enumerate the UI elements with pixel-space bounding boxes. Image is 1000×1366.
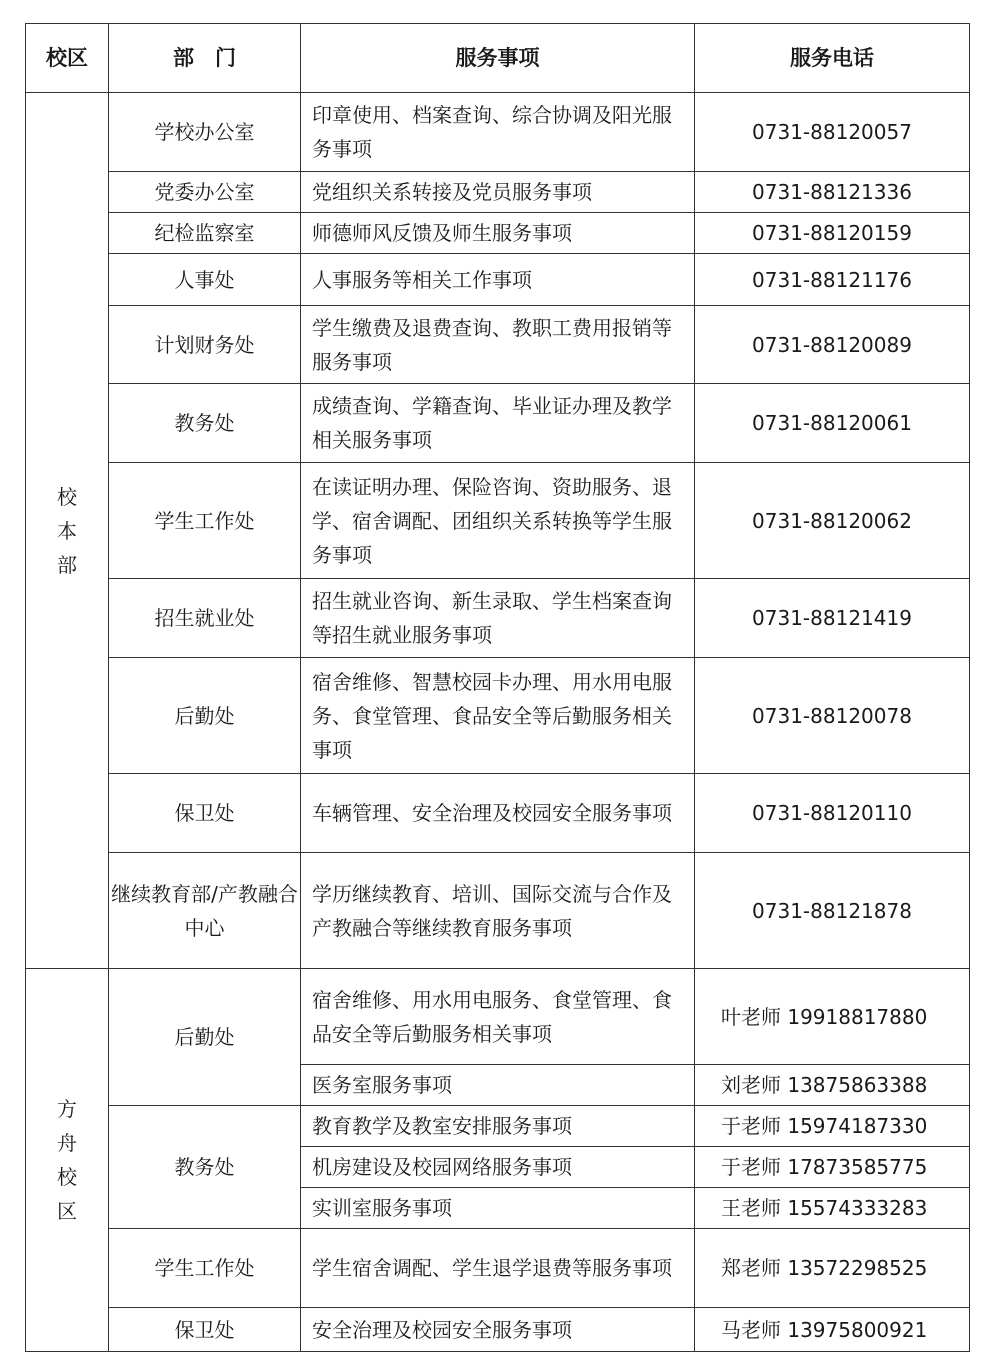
phone-cell: 0731-88120057 xyxy=(695,93,970,172)
department-cell: 人事处 xyxy=(109,254,301,306)
service-cell: 印章使用、档案查询、综合协调及阳光服务事项 xyxy=(301,93,695,172)
phone-cell: 刘老师 13875863388 xyxy=(695,1065,970,1106)
phone-cell: 郑老师 13572298525 xyxy=(695,1229,970,1308)
header-phone: 服务电话 xyxy=(695,24,970,93)
table-row xyxy=(26,463,970,579)
department-cell: 后勤处 xyxy=(109,969,301,1106)
campus-main-label: 校本部 xyxy=(57,484,77,577)
department-cell: 计划财务处 xyxy=(109,306,301,384)
phone-cell: 叶老师 19918817880 xyxy=(695,969,970,1065)
department-cell: 纪检监察室 xyxy=(109,213,301,254)
phone-cell: 于老师 15974187330 xyxy=(695,1106,970,1147)
department-cell: 后勤处 xyxy=(109,658,301,774)
department-cell: 招生就业处 xyxy=(109,579,301,658)
table-row xyxy=(26,306,970,384)
service-cell: 医务室服务事项 xyxy=(301,1065,695,1106)
department-cell: 继续教育部/产教融合中心 xyxy=(109,853,301,969)
table-row xyxy=(26,384,970,463)
table-row xyxy=(26,172,970,213)
phone-cell: 0731-88120089 xyxy=(695,306,970,384)
service-cell: 安全治理及校园安全服务事项 xyxy=(301,1308,695,1352)
phone-cell: 0731-88121878 xyxy=(695,853,970,969)
department-cell: 党委办公室 xyxy=(109,172,301,213)
phone-cell: 马老师 13975800921 xyxy=(695,1308,970,1352)
table-row xyxy=(26,1229,970,1308)
service-cell: 宿舍维修、智慧校园卡办理、用水用电服务、食堂管理、食品安全等后勤服务相关事项 xyxy=(301,658,695,774)
table-row xyxy=(26,1308,970,1352)
service-cell: 实训室服务事项 xyxy=(301,1188,695,1229)
phone-cell: 0731-88121419 xyxy=(695,579,970,658)
table-row xyxy=(26,579,970,658)
phone-cell: 王老师 15574333283 xyxy=(695,1188,970,1229)
service-directory-table xyxy=(25,23,970,1352)
service-cell: 教育教学及教室安排服务事项 xyxy=(301,1106,695,1147)
service-cell: 招生就业咨询、新生录取、学生档案查询等招生就业服务事项 xyxy=(301,579,695,658)
department-cell: 保卫处 xyxy=(109,774,301,853)
header-row xyxy=(26,24,970,93)
service-cell: 学生宿舍调配、学生退学退费等服务事项 xyxy=(301,1229,695,1308)
service-cell: 党组织关系转接及党员服务事项 xyxy=(301,172,695,213)
service-cell: 师德师风反馈及师生服务事项 xyxy=(301,213,695,254)
service-cell: 成绩查询、学籍查询、毕业证办理及教学相关服务事项 xyxy=(301,384,695,463)
campus-fangzhou-label: 方舟校区 xyxy=(57,1097,77,1223)
campus-main xyxy=(26,93,109,969)
service-cell: 机房建设及校园网络服务事项 xyxy=(301,1147,695,1188)
service-cell: 在读证明办理、保险咨询、资助服务、退学、宿舍调配、团组织关系转换等学生服务事项 xyxy=(301,463,695,579)
department-cell: 学校办公室 xyxy=(109,93,301,172)
service-cell: 学历继续教育、培训、国际交流与合作及产教融合等继续教育服务事项 xyxy=(301,853,695,969)
header-department: 部 门 xyxy=(109,24,301,93)
header-service: 服务事项 xyxy=(301,24,695,93)
department-cell: 保卫处 xyxy=(109,1308,301,1352)
campus-fangzhou xyxy=(26,969,109,1352)
phone-cell: 0731-88120159 xyxy=(695,213,970,254)
table-row xyxy=(26,774,970,853)
phone-cell: 0731-88121176 xyxy=(695,254,970,306)
phone-cell: 0731-88120061 xyxy=(695,384,970,463)
table-row xyxy=(26,254,970,306)
phone-cell: 0731-88120110 xyxy=(695,774,970,853)
service-cell: 学生缴费及退费查询、教职工费用报销等服务事项 xyxy=(301,306,695,384)
table-row xyxy=(26,658,970,774)
phone-cell: 0731-88121336 xyxy=(695,172,970,213)
department-cell: 教务处 xyxy=(109,1106,301,1229)
table-row xyxy=(26,853,970,969)
table-row xyxy=(26,1106,970,1147)
table-row xyxy=(26,93,970,172)
table-row xyxy=(26,213,970,254)
service-cell: 车辆管理、安全治理及校园安全服务事项 xyxy=(301,774,695,853)
phone-cell: 0731-88120062 xyxy=(695,463,970,579)
department-cell: 教务处 xyxy=(109,384,301,463)
phone-cell: 于老师 17873585775 xyxy=(695,1147,970,1188)
phone-cell: 0731-88120078 xyxy=(695,658,970,774)
department-cell: 学生工作处 xyxy=(109,1229,301,1308)
service-cell: 宿舍维修、用水用电服务、食堂管理、食品安全等后勤服务相关事项 xyxy=(301,969,695,1065)
service-cell: 人事服务等相关工作事项 xyxy=(301,254,695,306)
table-row xyxy=(26,969,970,1065)
header-campus: 校区 xyxy=(26,24,109,93)
department-cell: 学生工作处 xyxy=(109,463,301,579)
